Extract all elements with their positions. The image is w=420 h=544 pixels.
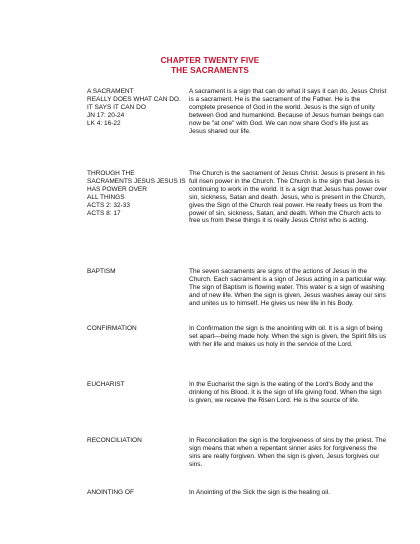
label-line: A SACRAMENT	[87, 88, 134, 95]
label-line: ANOINTING OF	[87, 489, 134, 496]
label-line: JN 17: 20-24	[87, 111, 125, 119]
label-line: SACRAMENTS JESUS JESUS IS	[87, 177, 186, 185]
chapter-subtitle: THE SACRAMENTS	[171, 66, 249, 75]
section-a-sacrament	[87, 88, 387, 135]
section-reconciliation	[87, 437, 387, 469]
section-through-the-sacraments	[87, 170, 387, 225]
label-line: BAPTISM	[87, 268, 116, 275]
label-line: THROUGH THE	[87, 170, 135, 177]
section-label	[87, 381, 189, 389]
label-line: REALLY DOES WHAT CAN DO.	[87, 95, 181, 103]
label-line: IT SAYS IT CAN DO	[87, 103, 146, 111]
section-label	[87, 325, 189, 333]
section-text: In Reconciliation the sign is the forgiveness of sins by the priest. The sign means that when a repentant sinner asks for forgiveness the sins are really forgiven. When the sign is given, Jesus forgives our sins.	[189, 437, 387, 468]
chapter-title: CHAPTER TWENTY FIVE	[160, 56, 260, 65]
label-line: RECONCILIATION	[87, 437, 142, 444]
section-baptism	[87, 268, 387, 308]
section-text: The Church is the sacrament of Jesus Christ. Jesus is present in his full risen power in the Church. The Church is the sign that Jesus is continuing to work in the world. It is a sign that Jesus has power over sin, sickness, Satan and death. Jesus, who is present in the Church, gives the Sign of the Church real power. He really frees us from the power of sin, sickness, Satan, and death. When the Church acts to free us from these things it is really Jesus Christ who is acting.	[189, 170, 387, 225]
section-text: In the Eucharist the sign is the eating of the Lord's Body and the drinking of his Blood. It is the sign of life giving food. When the sign is given, we receive the Risen Lord. He is the source of life.	[189, 381, 382, 404]
section-label	[87, 489, 189, 497]
section-text: In Anointing of the Sick the sign is the healing oil.	[189, 489, 330, 496]
label-line: LK 4: 16-22	[87, 119, 121, 127]
section-confirmation	[87, 325, 387, 349]
section-eucharist	[87, 381, 387, 405]
section-text: A sacrament is a sign that can do what it says it can do. Jesus Christ is a sacrament. He is the sacrament of the Father. He is the complete presence of God in the world. Jesus is the sign of unity between God and humankind. Because of Jesus human beings can now be "at one" with God. We can now share God's life just as Jesus shared our life.	[189, 88, 387, 135]
label-line: HAS POWER OVER	[87, 185, 147, 193]
section-label	[87, 170, 189, 217]
label-line: ALL THINGS	[87, 193, 125, 201]
chapter-header	[0, 56, 420, 76]
section-label	[87, 268, 189, 276]
label-line: ACTS 2: 32-33	[87, 201, 130, 209]
label-line: CONFIRMATION	[87, 325, 137, 332]
section-text: The seven sacraments are signs of the actions of Jesus in the Church. Each sacrament is a sign of Jesus acting in a particular way. The sign of Baptism is flowing water. This water is a sign of washing and of new life. When the sign is given, Jesus washes away our sins and unites us to himself. He gives us new life in his Body.	[189, 268, 387, 307]
label-line: ACTS 8: 17	[87, 209, 121, 217]
section-label	[87, 88, 189, 128]
section-label	[87, 437, 189, 445]
section-text: In Confirmation the sign is the anointing with oil. It is a sign of being set apart—being made holy. When the sign is given, the Spirit fills us with her life and makes us holy in the service of the Lord.	[189, 325, 387, 348]
section-anointing	[87, 489, 387, 497]
label-line: EUCHARIST	[87, 381, 125, 388]
